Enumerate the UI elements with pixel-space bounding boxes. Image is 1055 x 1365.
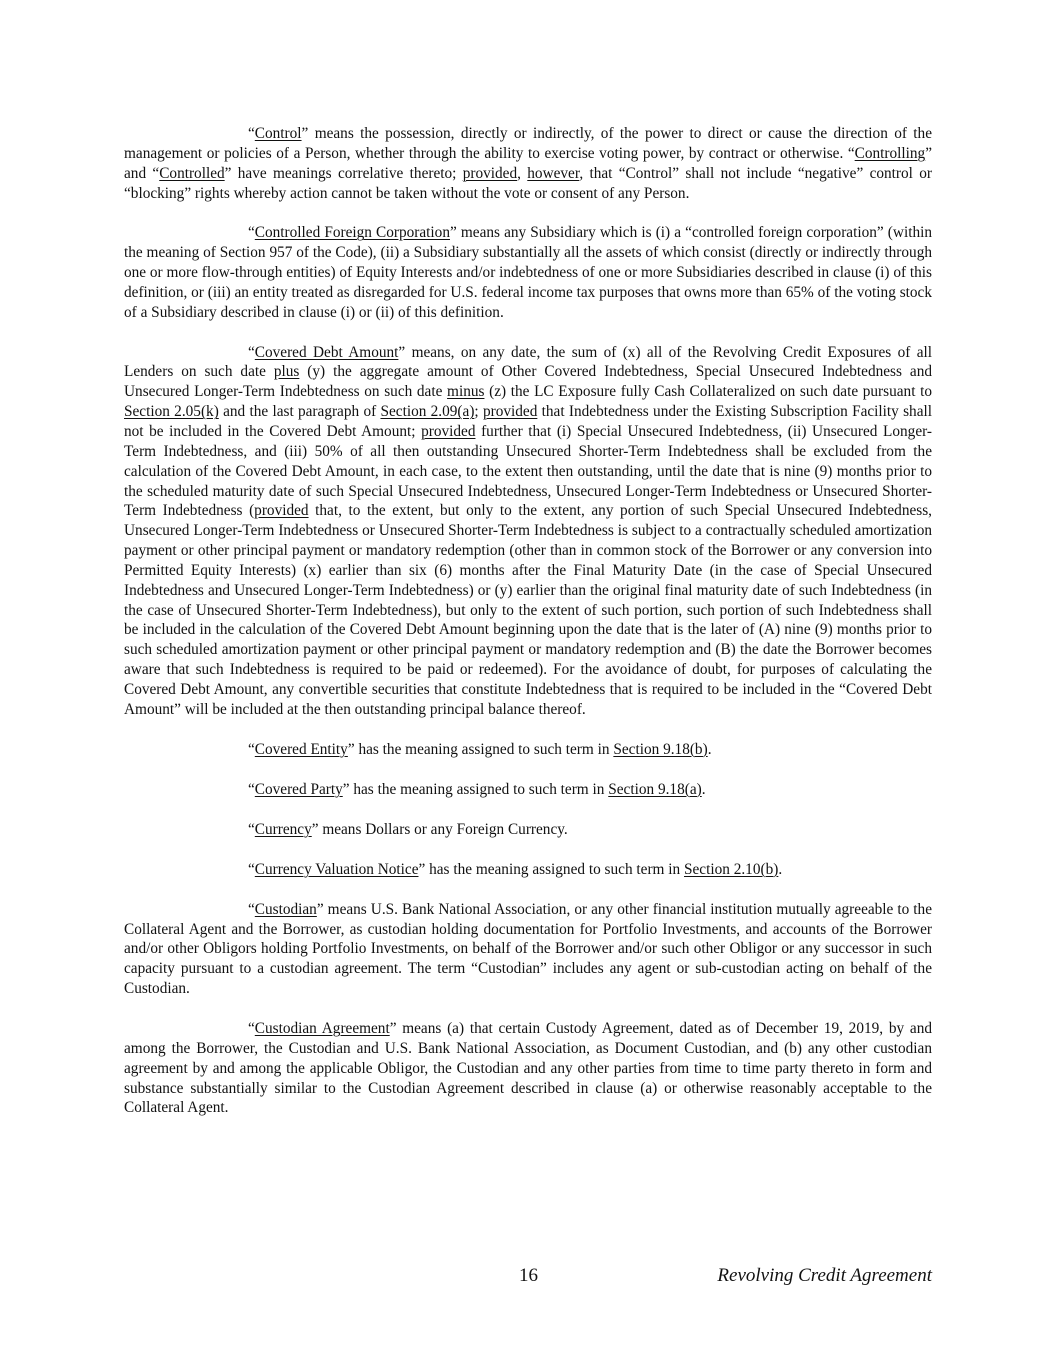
text-run: ” have meanings correlative thereto; (224, 164, 463, 182)
defined-term: however (527, 164, 580, 182)
defined-term: Covered Debt Amount (254, 343, 399, 361)
document-body (124, 124, 932, 1138)
section-reference: Section 9.18(a) (608, 780, 702, 798)
defined-term: Controlled (159, 164, 225, 182)
defined-term: Custodian (254, 900, 317, 918)
text-run: “ (248, 780, 255, 798)
text-run: that Indebtedness under the Existing Subscription Facility shall not be included in the Covered Debt Amount; (124, 403, 932, 440)
defined-term: Currency Valuation Notice (254, 860, 419, 878)
page-number: 16 (519, 1265, 538, 1286)
definition-control (124, 124, 932, 203)
defined-term: Custodian Agreement (254, 1019, 390, 1037)
section-reference: Section 9.18(b) (613, 740, 708, 758)
text-run: and the last paragraph of (218, 403, 381, 421)
section-reference: Section 2.05(k) (124, 403, 219, 421)
text-run: . (778, 860, 783, 878)
text-run: ” and “ (124, 144, 932, 182)
text-run: “ (248, 900, 255, 918)
text-run: , (517, 164, 528, 182)
definition-covered-entity (124, 740, 932, 760)
text-run: ” means any Subsidiary which is (i) a “controlled foreign corporation” (within the meaning of Section 957 of the Code), (ii) a Subsidiary substantially all the assets of which consist (directly or indirectly through one or more flow-through entities) of Equity Interests and/or indebtedness of one or more Subsidiaries described in clause (i) of this definition, or (iii) an entity treated as disregarded for U.S. federal income tax purposes that owns more than 65% of the voting stock of a Subsidiary described in clause (i) or (ii) of this definition. (124, 224, 932, 321)
text-run: ” has the meaning assigned to such term in (347, 740, 614, 758)
text-run: ” means U.S. Bank National Association, or any other financial institution mutually agreeable to the Collateral Agent and the Borrower, as custodian holding documentation for Portfolio Investments, and accounts of the Borrower and/or other Obligors holding Portfolio Investments, on behalf of the Borrower and/or such other Obligor or any successor in such capacity pursuant to a custodian agreement. The term “Custodian” includes any agent or sub-custodian acting on behalf of the Custodian. (124, 900, 932, 998)
text-run: . (701, 780, 706, 798)
definition-controlled-foreign-corporation (124, 223, 932, 322)
text-run: “ (248, 1019, 255, 1037)
text-run: “ (248, 740, 255, 758)
text-run: , that “Control” shall not include “negative” control or “blocking” rights whereby action cannot be taken without the vote or consent of any Person. (124, 164, 932, 202)
text-run: “ (248, 125, 255, 142)
definition-custodian-agreement (124, 1019, 932, 1118)
text-run: “ (248, 860, 255, 878)
defined-term: plus (273, 363, 300, 381)
text-run: ” means the possession, directly or indirectly, of the power to direct or cause the direction of the management or policies of a Person, whether through the ability to exercise voting power, by contract or otherwise. “ (124, 125, 932, 162)
section-reference: Section 2.09(a) (380, 403, 475, 421)
defined-term: Covered Entity (254, 740, 348, 758)
text-run: . (707, 740, 712, 758)
page-footer (0, 1265, 1055, 1289)
section-reference: Section 2.10(b) (684, 860, 779, 878)
text-run: ” has the meaning assigned to such term in (342, 780, 609, 798)
text-run: ” means (a) that certain Custody Agreement, dated as of December 19, 2019, by and among the Borrower, the Custodian and U.S. Bank National Association, as Document Custodian, and (b) any other custodian agreement by and among the applicable Obligor, the Custodian and any other parties from time to time party thereto in form and substance substantially similar to the Custodian Agreement described in clause (a) or otherwise reasonably acceptable to the Collateral Agent. (124, 1019, 932, 1117)
definition-covered-party (124, 780, 932, 800)
text-run: that, to the extent, but only to the extent, any portion of such Special Unsecured Indebtedness, Unsecured Longer-Term Indebtedness or Unsecured Shorter-Term Indebtedness is subject to a contractually scheduled amortization payment or other principal payment or mandatory redemption (other than in common stock of the Borrower or any conversion into Permitted Equity Interests) (x) earlier than six (6) months after the Final Maturity Date (in the case of Special Unsecured Indebtedness and Unsecured Longer-Term Indebtedness) or (y) earlier than the original final maturity date of such Indebtedness (in the case of Unsecured Shorter-Term Indebtedness), but only to the extent of such portion, such portion of such Indebtedness shall be included in the calculation of the Covered Debt Amount beginning upon the date that is the later of (A) nine (9) months prior to such scheduled amortization payment or other principal payment or mandatory redemption and (B) the date the Borrower becomes aware that such Indebtedness is required to be paid or redeemed). For the avoidance of doubt, for purposes of calculating the Covered Debt Amount, any convertible securities that constitute Indebtedness that is required to be included in the “Covered Debt Amount” will be included at the then outstanding principal balance thereof. (124, 502, 932, 718)
footer-document-title: Revolving Credit Agreement (717, 1265, 932, 1286)
definition-covered-debt-amount (124, 343, 932, 720)
text-run: “ (248, 224, 255, 242)
definition-currency-valuation-notice (124, 860, 932, 880)
text-run: further that (i) Special Unsecured Indebtedness, (ii) Unsecured Longer-Term Indebtedness, and (iii) 50% of all then outstanding Unsecured Shorter-Term Indebtedness shall be excluded from the calculation of the Covered Debt Amount, in each case, to the extent then outstanding, until the date that is nine (9) months prior to the scheduled maturity date of such Special Unsecured Indebtedness, Unsecured Longer-Term Indebtedness or Unsecured Shorter-Term Indebtedness ( (124, 422, 932, 520)
defined-term: provided (482, 403, 538, 421)
text-run: “ (248, 820, 255, 838)
defined-term: Controlling (854, 144, 926, 162)
defined-term: Control (254, 125, 302, 142)
defined-term: provided (254, 502, 309, 520)
definition-currency (124, 820, 932, 840)
text-run: (y) the aggregate amount of Other Covered Indebtedness, Special Unsecured Indebtedness and Unsecured Longer-Term Indebtedness on such date (124, 363, 932, 401)
text-run: (z) the LC Exposure fully Cash Collateralized on such date pursuant to (484, 383, 932, 401)
defined-term: Covered Party (254, 780, 343, 798)
text-run: ; (474, 403, 483, 421)
text-run: ” means Dollars or any Foreign Currency. (311, 820, 568, 838)
defined-term: Controlled Foreign Corporation (254, 224, 450, 242)
defined-term: minus (447, 383, 485, 401)
text-run: “ (248, 343, 255, 361)
defined-term: provided (462, 164, 518, 182)
defined-term: Currency (254, 820, 312, 838)
text-run: ” means, on any date, the sum of (x) all of the Revolving Credit Exposures of all Lenders on such date (124, 343, 932, 381)
text-run: ” has the meaning assigned to such term in (418, 860, 684, 878)
defined-term: provided (421, 422, 476, 440)
definition-custodian (124, 900, 932, 999)
